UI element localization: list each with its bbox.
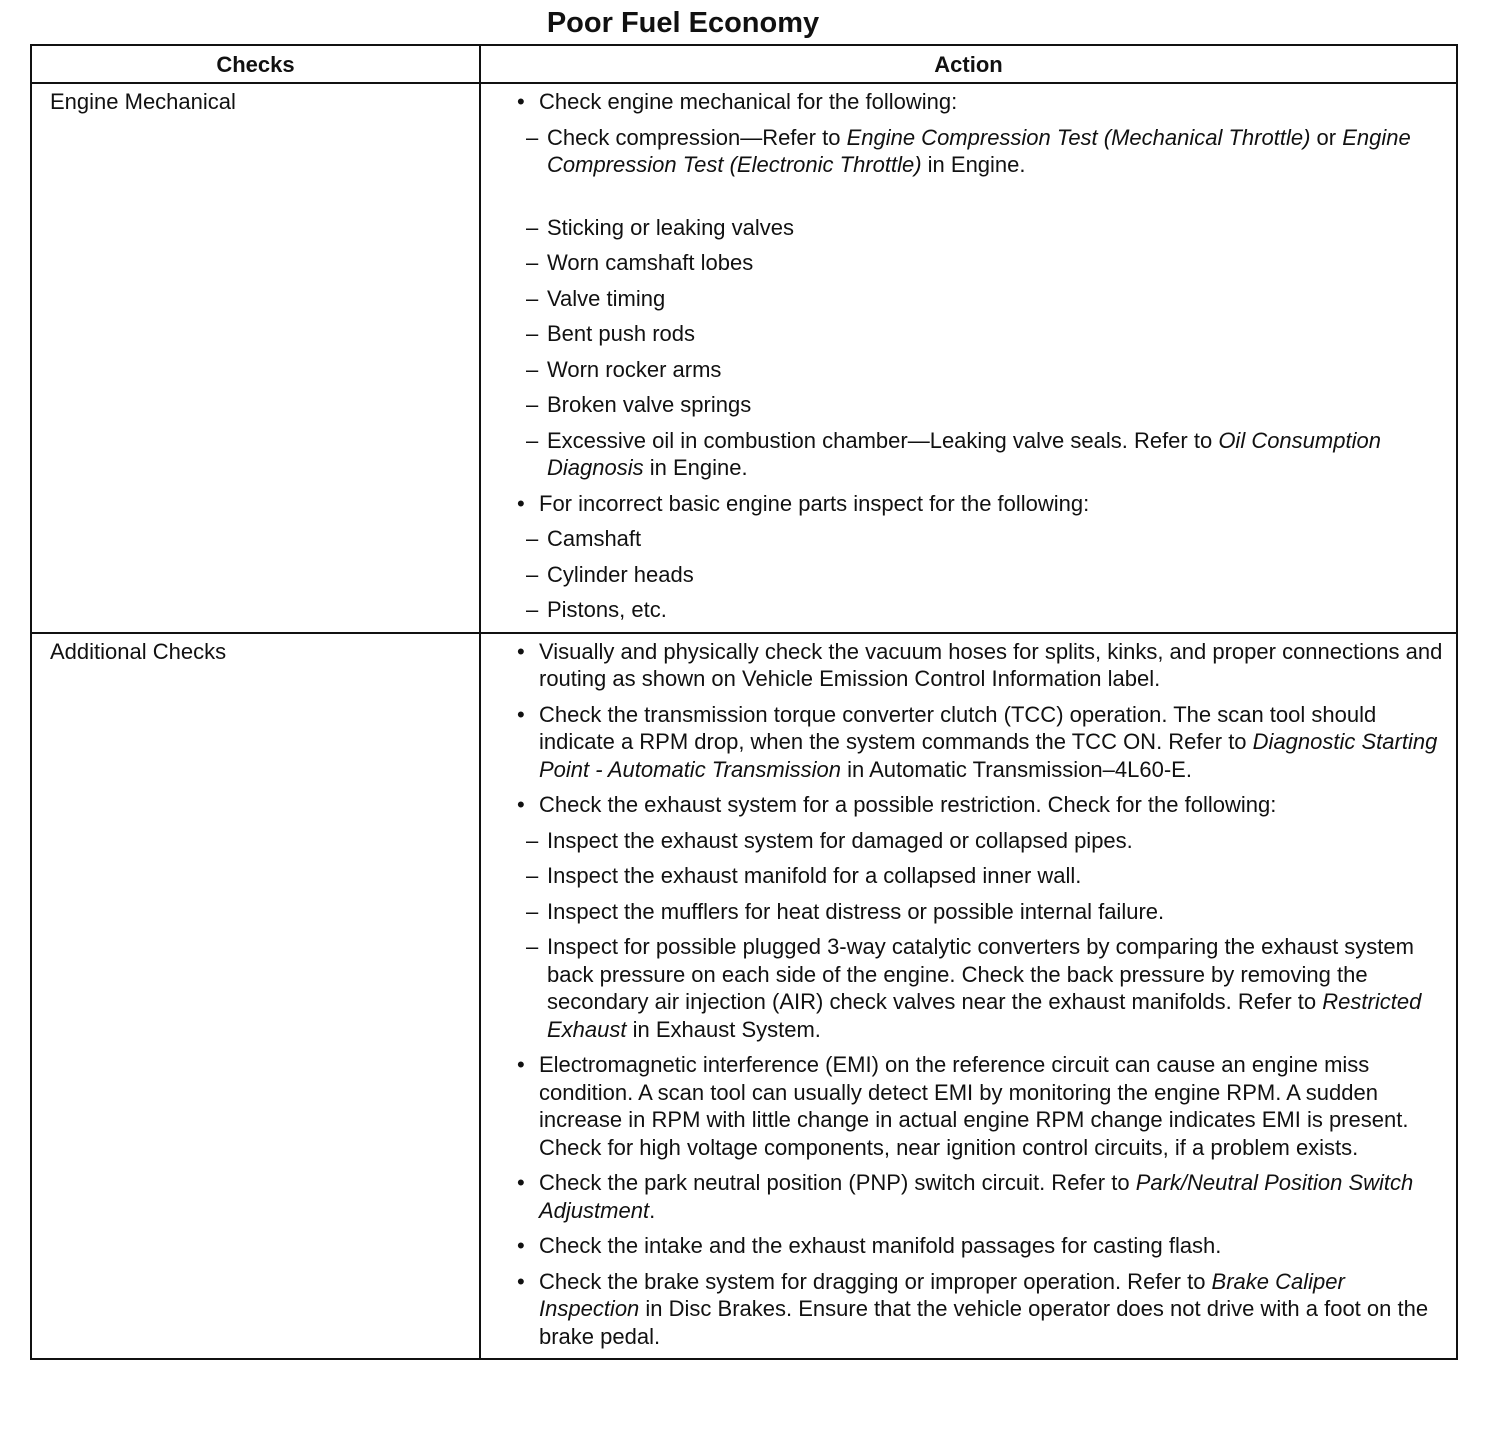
action-bullet: • Visually and physically check the vacuum hoses for splits, kinks, and proper connections and routing as shown on Vehicle Emission Control Information label. [515, 638, 1444, 693]
action-bullet: • For incorrect basic engine parts inspect for the following: [515, 490, 1444, 518]
action-subitem: – Inspect the exhaust manifold for a collapsed inner wall. [515, 862, 1444, 890]
action-subitem: – Inspect the mufflers for heat distress or possible internal failure. [515, 898, 1444, 926]
action-bullet: • Check the transmission torque converter clutch (TCC) operation. The scan tool should indicate a RPM drop, when the system commands the TCC ON. Refer to Diagnostic Starting Point - Automatic Transmission in Automatic Transmission–4L60-E. [515, 701, 1444, 784]
action-subitem: – Valve timing [515, 285, 1444, 313]
action-bullet: • Check the park neutral position (PNP) switch circuit. Refer to Park/Neutral Position Switch Adjustment. [515, 1169, 1444, 1224]
action-bullet: • Check the brake system for dragging or improper operation. Refer to Brake Caliper Inspection in Disc Brakes. Ensure that the vehicle operator does not drive with a foot on the brake pedal. [515, 1268, 1444, 1351]
action-bullet: • Electromagnetic interference (EMI) on the reference circuit can cause an engine miss condition. A scan tool can usually detect EMI by monitoring the engine RPM. A sudden increase in RPM with little change in actual engine RPM change indicates EMI is present. Check for high voltage components, near ignition control circuits, if a problem exists. [515, 1051, 1444, 1161]
action-subitem: – Bent push rods [515, 320, 1444, 348]
action-subitem: – Inspect the exhaust system for damaged or collapsed pipes. [515, 827, 1444, 855]
checks-header: Checks [31, 45, 480, 83]
action-subitem: – Broken valve springs [515, 391, 1444, 419]
action-bullet: • Check engine mechanical for the following: [515, 88, 1444, 116]
action-subitem: – Sticking or leaking valves [515, 214, 1444, 242]
action-subitem: – Check compression—Refer to Engine Compression Test (Mechanical Throttle) or Engine Compression Test (Electronic Throttle) in Engine. [515, 124, 1444, 179]
action-subitem: – Camshaft [515, 525, 1444, 553]
action-cell [480, 83, 1457, 633]
check-cell: Additional Checks [31, 633, 480, 1360]
action-subitem: – Worn rocker arms [515, 356, 1444, 384]
action-subitem: – Worn camshaft lobes [515, 249, 1444, 277]
action-subitem: – Cylinder heads [515, 561, 1444, 589]
action-cell [480, 633, 1457, 1360]
header-row [31, 45, 1457, 83]
action-subitem: – Inspect for possible plugged 3-way catalytic converters by comparing the exhaust system back pressure on each side of the engine. Check the back pressure by removing the secondary air injection (AIR) check valves near the exhaust manifolds. Refer to Restricted Exhaust in Exhaust System. [515, 933, 1444, 1043]
action-bullet: • Check the intake and the exhaust manifold passages for casting flash. [515, 1232, 1444, 1260]
action-subitem: – Excessive oil in combustion chamber—Leaking valve seals. Refer to Oil Consumption Diagnosis in Engine. [515, 427, 1444, 482]
diagnosis-table [30, 44, 1458, 1360]
check-cell: Engine Mechanical [31, 83, 480, 633]
action-subitem: – Pistons, etc. [515, 596, 1444, 624]
table-row [31, 633, 1457, 1360]
action-header: Action [480, 45, 1457, 83]
table-row [31, 83, 1457, 633]
action-bullet: • Check the exhaust system for a possible restriction. Check for the following: [515, 791, 1444, 819]
page-title: Poor Fuel Economy [546, 7, 820, 39]
